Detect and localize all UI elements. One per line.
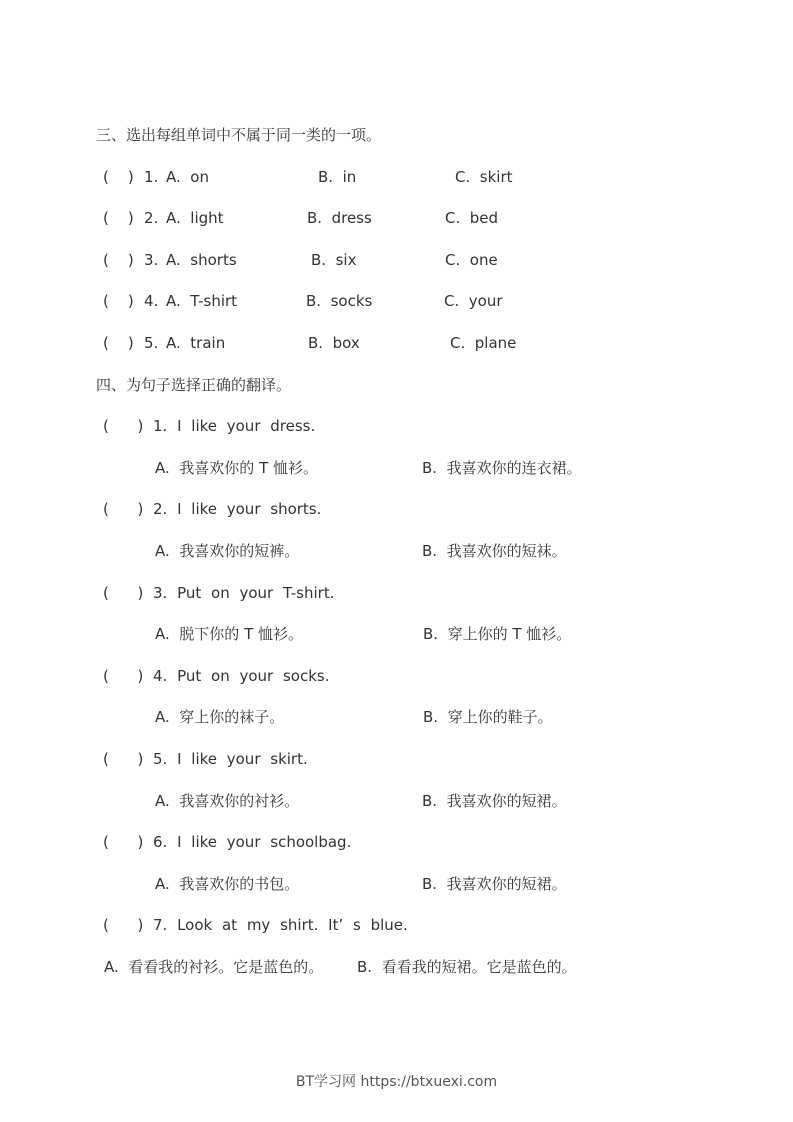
option-b: B. 我喜欢你的连衣裙。 [422, 459, 582, 477]
item-number: 3. [144, 251, 159, 269]
answer-bracket[interactable]: ( ) [103, 750, 144, 768]
question-text: 6. I like your schoolbag. [153, 833, 352, 851]
option-c: C. plane [450, 334, 517, 352]
option-a: A. on [166, 168, 209, 186]
answer-bracket[interactable]: ( ) [103, 667, 144, 685]
question-text: 5. I like your skirt. [153, 750, 308, 768]
option-a: A. T-shirt [166, 292, 238, 310]
option-b: B. box [308, 334, 360, 352]
answer-bracket[interactable]: ( ) [103, 334, 134, 352]
option-a: A. shorts [166, 251, 237, 269]
option-a: A. 我喜欢你的书包。 [155, 875, 300, 893]
option-b: B. six [311, 251, 357, 269]
answer-bracket[interactable]: ( ) [103, 584, 144, 602]
option-a: A. 脱下你的 T 恤衫。 [155, 625, 304, 643]
question-text: 4. Put on your socks. [153, 667, 330, 685]
item-number: 1. [144, 168, 159, 186]
option-b: B. 穿上你的 T 恤衫。 [423, 625, 572, 643]
option-a: A. 我喜欢你的 T 恤衫。 [155, 459, 319, 477]
answer-bracket[interactable]: ( ) [103, 916, 144, 934]
question-text: 2. I like your shorts. [153, 500, 322, 518]
answer-bracket[interactable]: ( ) [103, 292, 134, 310]
question-text: 1. I like your dress. [153, 417, 316, 435]
answer-bracket[interactable]: ( ) [103, 417, 144, 435]
option-a: A. 我喜欢你的衬衫。 [155, 792, 300, 810]
answer-bracket[interactable]: ( ) [103, 833, 144, 851]
item-number: 2. [144, 209, 159, 227]
option-b: B. 我喜欢你的短袜。 [422, 542, 567, 560]
answer-bracket[interactable]: ( ) [103, 168, 134, 186]
answer-bracket[interactable]: ( ) [103, 251, 134, 269]
question-text: 3. Put on your T-shirt. [153, 584, 335, 602]
answer-bracket[interactable]: ( ) [103, 500, 144, 518]
section4-heading: 四、为句子选择正确的翻译。 [96, 376, 292, 394]
option-c: C. skirt [455, 168, 513, 186]
footer-watermark: BT学习网 https://btxuexi.com [295, 1074, 498, 1090]
option-b: B. 我喜欢你的短裙。 [422, 875, 567, 893]
item-number: 4. [144, 292, 159, 310]
option-a: A. 看看我的衬衫。它是蓝色的。 [104, 958, 324, 976]
option-b: B. in [318, 168, 357, 186]
item-number: 5. [144, 334, 159, 352]
question-text: 7. Look at my shirt. It’ s blue. [153, 916, 408, 934]
section3-heading: 三、选出每组单词中不属于同一类的一项。 [96, 126, 382, 144]
answer-bracket[interactable]: ( ) [103, 209, 134, 227]
option-a: A. 我喜欢你的短裤。 [155, 542, 300, 560]
option-a: A. light [166, 209, 224, 227]
option-b: B. 我喜欢你的短裙。 [422, 792, 567, 810]
option-a: A. train [166, 334, 226, 352]
option-b: B. dress [307, 209, 372, 227]
option-c: C. your [444, 292, 503, 310]
option-b: B. 看看我的短裙。它是蓝色的。 [357, 958, 577, 976]
option-c: C. bed [445, 209, 499, 227]
option-b: B. 穿上你的鞋子。 [423, 708, 553, 726]
option-a: A. 穿上你的袜子。 [155, 708, 285, 726]
option-c: C. one [445, 251, 498, 269]
option-b: B. socks [306, 292, 373, 310]
